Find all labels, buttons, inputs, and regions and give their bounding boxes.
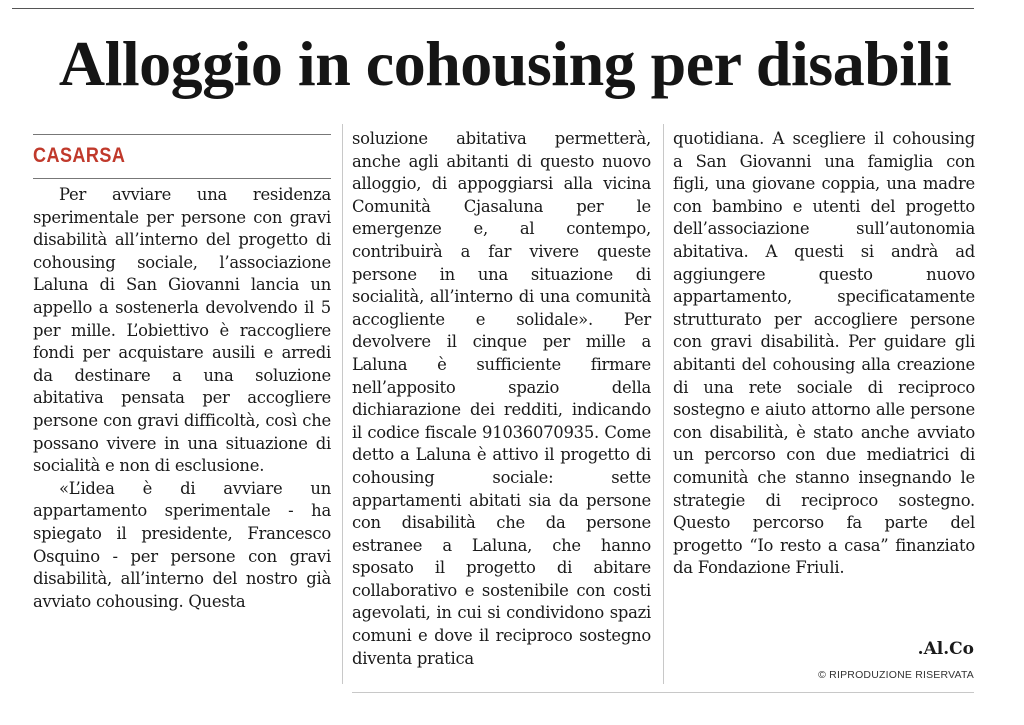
kicker-block [33,128,331,184]
column-divider [663,124,664,684]
bottom-rule [352,692,974,693]
top-rule [12,8,974,9]
article-column-3 [673,128,975,580]
kicker-rule [33,134,331,135]
article-column-2 [352,128,651,670]
article-column-1 [33,128,331,613]
paragraph: «L’idea è di avviare un appartamento sperimentale - ha spiegato il presidente, Francesco Osquino - per persone con gravi disabilità, all’interno del nostro già avviato cohousing. Questa [33,478,331,611]
kicker-rule [33,178,331,179]
author-signature: Al.Co. [917,639,974,659]
paragraph: soluzione abitativa permetterà, anche agli abitanti di questo nuovo alloggio, di appoggiarsi alla vicina Comunità Cjasaluna per le emergenze e, al contempo, contribuirà a far vivere queste persone in una situazione di socialità, all’interno di una comunità accogliente e solidale». Per devolvere il cinque per mille a Laluna è sufficiente firmare nell’apposito spazio della dichiarazione dei redditi, indicando il codice fiscale 91036070935. Come detto a Laluna è attivo il progetto di cohousing sociale: sette appartamenti abitati sia da persone con disabilità che da persone estranee a Laluna, che hanno sposato il progetto di abitare collaborativo e sostenibile con costi agevolati, in cui si condividono spazi comuni e dove il reciproco sostegno diventa pratica [352,129,651,668]
column-divider [342,124,343,684]
copyright-notice: © RIPRODUZIONE RISERVATA [818,669,974,681]
paragraph: quotidiana. A scegliere il cohousing a San Giovanni una famiglia con figli, una giovane coppia, una madre con bambino e utenti del progetto dell’associazione sull’autonomia abitativa. A questi si andrà ad aggiungere questo nuovo appartamento, specificatamente strutturato per accogliere persone con gravi disabilità. Per guidare gli abitanti del cohousing alla creazione di una rete sociale di reciproco sostegno e aiuto attorno alle persone con disabilità, è stato anche avviato un percorso con due mediatrici di comunità che stanno insegnando le strategie di reciproco sostegno. Questo percorso fa parte del progetto “Io resto a casa” finanziato da Fondazione Friuli. [673,129,975,578]
headline: Alloggio in cohousing per disabili [58,28,952,99]
kicker-location: CASARSA [33,144,126,167]
paragraph: Per avviare una residenza sperimentale per persone con gravi disabilità all’interno del progetto di cohousing sociale, l’associazione Laluna di San Giovanni lancia un appello a sostenerla devolvendo il 5 per mille. L’obiettivo è raccogliere fondi per acquistare ausili e arredi da destinare a una soluzione abitativa pensata per accogliere persone con gravi difficoltà, così che possano vivere in una situazione di socialità e non di esclusione. [33,185,331,476]
